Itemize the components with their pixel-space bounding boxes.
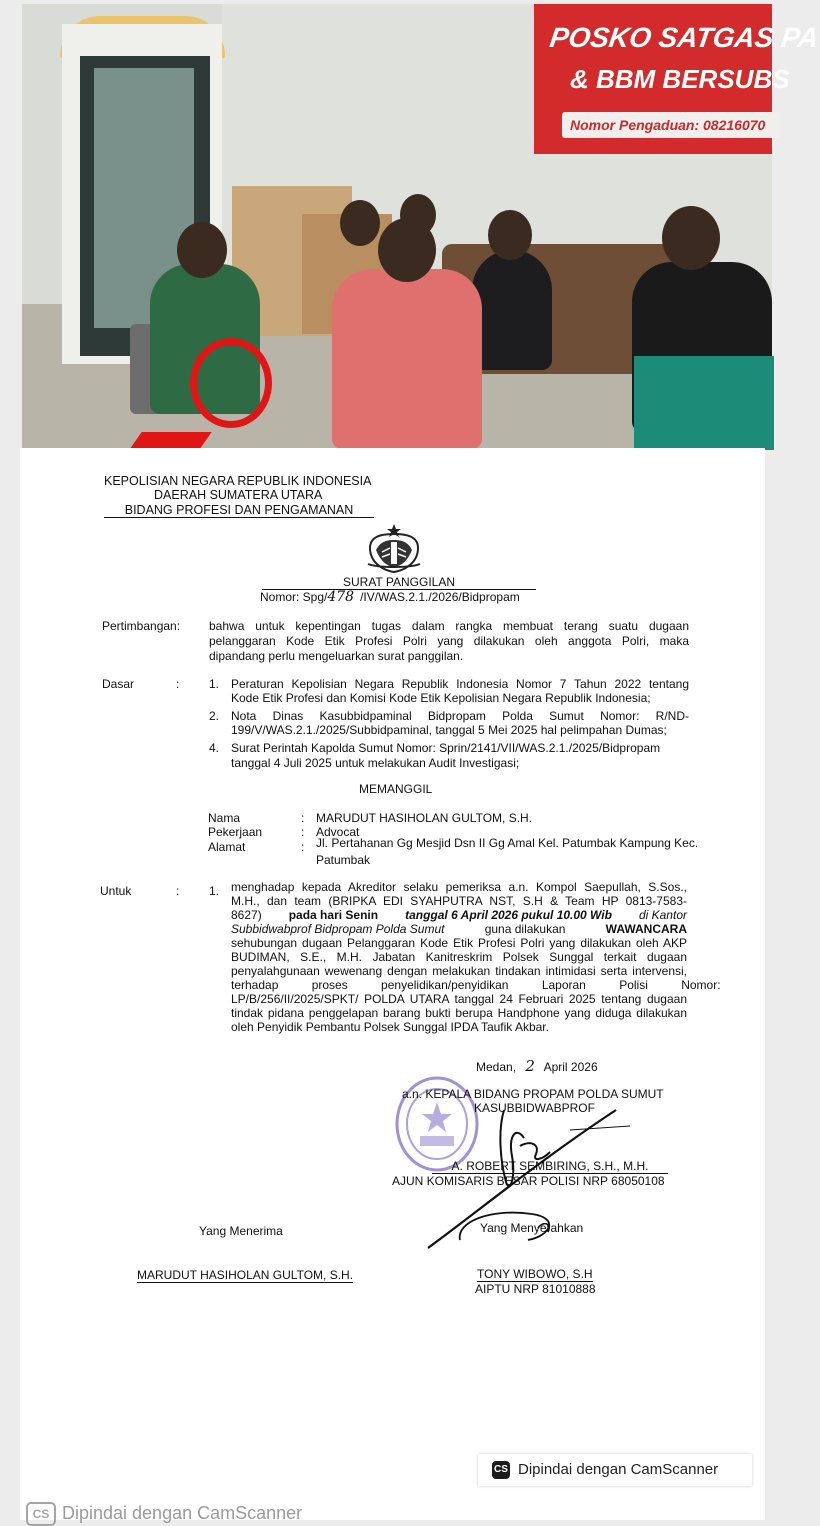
untuk-line4-a: Subbidwabprof Bidpropam Polda Sumut [231, 922, 445, 936]
untuk-line7: penyalahgunaan wewenang dengan melakukan tindakan intimidasi serta intervensi, [231, 964, 687, 978]
identity-label-alamat: Alamat [208, 840, 246, 854]
letterhead-line2: DAERAH SUMATERA UTARA [154, 488, 323, 502]
person-head [488, 210, 532, 260]
receiver-label: Yang Menerima [199, 1224, 283, 1238]
person-head [378, 218, 436, 282]
letterhead-line1: KEPOLISIAN NEGARA REPUBLIK INDONESIA [104, 474, 372, 488]
dasar-item-2-line2: 199/V/WAS.2.1./2025/Subbidpaminal, tanggal 5 Mei 2025 hal pelimpahan Dumas; [231, 723, 667, 737]
giver-label: Yang Menyerahkan [480, 1221, 584, 1235]
receiver-name: MARUDUT HASIHOLAN GULTOM, S.H. [137, 1268, 354, 1282]
camscanner-bottom-label: Dipindai dengan CamScanner [62, 1502, 303, 1523]
untuk-line4-c: WAWANCARA [605, 922, 687, 936]
dasar-item-3-line2: tanggal 4 Juli 2025 untuk melakukan Audit Investigasi; [231, 756, 520, 770]
dasar-item-1-num: 1. [209, 677, 220, 691]
untuk-label: Untuk [100, 884, 132, 898]
document-number [260, 590, 520, 604]
nomor-prefix: Nomor: Spg/ [260, 590, 328, 604]
camscanner-logo-icon: CS [492, 1461, 510, 1479]
nomor-suffix: /IV/WAS.2.1./2026/Bidpropam [360, 590, 520, 604]
pertimbangan-label: Pertimbangan: [102, 619, 181, 633]
identity-value-nama: MARUDUT HASIHOLAN GULTOM, S.H. [316, 811, 533, 825]
dasar-item-2-num: 2. [209, 709, 220, 723]
untuk-line11: oleh Penyidik Pembantu Polsek Sunggal IPDA Taufik Akbar. [231, 1020, 549, 1034]
sign-an-line: a.n. KEPALA BIDANG PROPAM POLDA SUMUT [402, 1087, 664, 1101]
giver-rank: AIPTU NRP 81010888 [475, 1282, 596, 1296]
person-red-shirt [332, 269, 482, 449]
identity-value-pekerjaan: Advocat [316, 825, 360, 839]
person-head [177, 222, 227, 278]
letterhead-line3: BIDANG PROFESI DAN PENGAMANAN [104, 503, 374, 518]
identity-colon: : [301, 840, 305, 854]
pertimbangan-line1: bahwa untuk kepentingan tugas dalam rangka membuat terang suatu dugaan [209, 619, 689, 633]
untuk-line8: terhadap proses penyelidikan/penyidikan Laporan Polisi Nomor: [231, 978, 721, 992]
dasar-item-2-line1: Nota Dinas Kasubbidpaminal Bidpropam Polda Sumut Nomor: R/ND- [231, 709, 689, 723]
identity-value-alamat: Jl. Pertahanan Gg Mesjid Dsn II Gg Amal Kel. Patumbak Kampung Kec. [316, 836, 699, 850]
pertimbangan-line2: pelanggaran Kode Etik Profesi Polri yang dilakukan oleh anggota Polri, maka [209, 634, 689, 648]
untuk-line10: tindak pidana penggelapan barang bukti berupa Handphone yang diduga dilakukan [231, 1006, 687, 1020]
signer-rank: AJUN KOMISARIS BESAR POLISI NRP 68050108 [392, 1174, 665, 1188]
police-emblem-icon [362, 522, 426, 574]
nomor-handwritten: 478 [327, 589, 355, 605]
memanggil-heading: MEMANGGIL [359, 782, 433, 796]
sign-month-year: April 2026 [543, 1060, 598, 1074]
banner-line1: POSKO SATGAS PA [547, 22, 820, 53]
untuk-line4-b: guna dilakukan [484, 922, 566, 936]
red-circle-annotation [190, 338, 272, 428]
untuk-colon: : [176, 884, 180, 898]
banner-line2: & BBM BERSUBS [570, 64, 790, 94]
untuk-line3-a: 8627) [231, 908, 262, 922]
person-head [662, 206, 720, 270]
untuk-line6: BUDIMAN, S.E., M.H. Jabatan Kanitreskrim Polsek Sunggal terkait dugaan [231, 950, 687, 964]
camscanner-bottom-logo-icon: CS [26, 1502, 56, 1526]
person-head [340, 200, 380, 246]
untuk-line1: menghadap kepada Akreditor selaku pemeriksa a.n. Kompol Saepullah, S.Sos., [231, 880, 687, 894]
dasar-label: Dasar [102, 677, 135, 691]
dasar-colon: : [176, 677, 180, 691]
untuk-num: 1. [209, 884, 220, 898]
camscanner-label: Dipindai dengan CamScanner [518, 1461, 719, 1478]
person-black-shirt [472, 250, 552, 370]
identity-label-nama: Nama [208, 811, 241, 825]
giver-name: TONY WIBOWO, S.H [477, 1267, 593, 1281]
untuk-line9: LP/B/256/II/2025/SPKT/ POLDA UTARA tanggal 24 Februari 2025 tentang dugaan [231, 992, 687, 1006]
identity-colon: : [301, 825, 305, 839]
identity-label-pekerjaan: Pekerjaan [208, 825, 263, 839]
dasar-item-3-line1: Surat Perintah Kapolda Sumut Nomor: Sprin/2141/VII/WAS.2.1./2025/Bidpropam [231, 741, 661, 755]
dasar-item-1-line1: Peraturan Kepolisian Negara Republik Indonesia Nomor 7 Tahun 2022 tentang [231, 677, 689, 691]
dasar-item-1-line2: Kode Etik Profesi dan Komisi Kode Etik Kepolisian Negara Republik Indonesia; [231, 691, 651, 705]
untuk-line5: sehubungan dugaan Pelanggaran Kode Etik Profesi Polri yang dilakukan oleh AKP [231, 936, 687, 950]
photo [22, 4, 820, 450]
green-box [634, 356, 774, 450]
untuk-line3-b: pada hari Senin [288, 908, 379, 922]
sign-day-handwritten: 2 [525, 1057, 535, 1075]
signer-name: A. ROBERT SEMBIRING, S.H., M.H. [432, 1159, 668, 1174]
dasar-item-3-num: 4. [209, 741, 220, 755]
camscanner-bottom-watermark [26, 1502, 302, 1526]
document-title: SURAT PANGGILAN [262, 575, 536, 590]
sign-place: Medan, [476, 1060, 517, 1074]
sign-date [476, 1059, 598, 1074]
pertimbangan-line3: dipandang perlu mengeluarkan surat panggilan. [209, 649, 464, 663]
identity-colon: : [301, 811, 305, 825]
untuk-line3-c: tanggal 6 April 2026 pukul 10.00 Wib [405, 908, 612, 922]
identity-value-alamat-2: Patumbak [316, 853, 371, 867]
sign-position: KASUBBIDWABPROF [474, 1101, 595, 1115]
banner-line3: Nomor Pengaduan: 08216070 [562, 112, 780, 138]
untuk-line3 [231, 908, 687, 922]
untuk-line2: M.H., dan team (BRIPKA EDI SYAHPUTRA NST, S.H & Team HP 0813-7583- [231, 894, 687, 908]
untuk-line4 [231, 922, 687, 936]
untuk-line3-d: di Kantor [638, 908, 687, 922]
camscanner-watermark [478, 1454, 752, 1486]
